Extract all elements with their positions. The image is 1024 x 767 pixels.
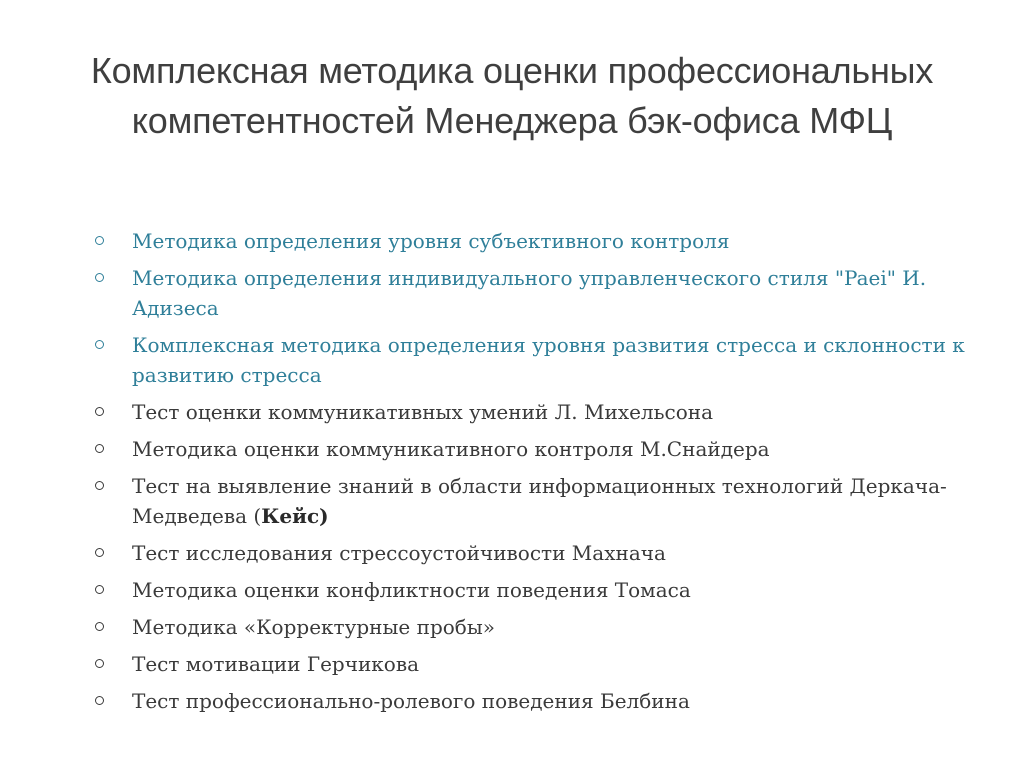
list-item (95, 538, 995, 568)
list-item (95, 612, 995, 642)
list-item-text: Тест оценки коммуникативных умений Л. Михельсона (132, 400, 714, 424)
list-item-text: Методика «Корректурные пробы» (132, 615, 495, 639)
hollow-circle-bullet-icon (95, 340, 104, 349)
list-item-text: Методика оценки коммуникативного контроля М.Снайдера (132, 437, 770, 461)
list-item-text: Тест исследования стрессоустойчивости Махнача (132, 541, 666, 565)
list-item-text-wrapper (132, 471, 995, 531)
list-item (95, 686, 995, 716)
hollow-circle-bullet-icon (95, 659, 104, 668)
list-item (95, 330, 995, 390)
hollow-circle-bullet-icon (95, 585, 104, 594)
case-bold-label: Кейс) (261, 504, 329, 528)
list-item-text: Методика определения индивидуального управленческого стиля "Paei" И. Адизеса (132, 266, 927, 320)
list-item (95, 471, 995, 531)
list-item (95, 226, 995, 256)
list-item (95, 575, 995, 605)
hollow-circle-bullet-icon (95, 622, 104, 631)
list-item-text: Методика оценки конфликтности поведения Томаса (132, 578, 691, 602)
list-item (95, 434, 995, 464)
methods-list (95, 226, 995, 723)
list-item (95, 649, 995, 679)
list-item (95, 263, 995, 323)
hollow-circle-bullet-icon (95, 481, 104, 490)
list-item (95, 397, 995, 427)
list-item-text: Тест профессионально-ролевого поведения Белбина (132, 689, 690, 713)
hollow-circle-bullet-icon (95, 696, 104, 705)
list-item-text: Комплексная методика определения уровня развития стресса и склонности к развитию стресса (132, 333, 965, 387)
hollow-circle-bullet-icon (95, 407, 104, 416)
hollow-circle-bullet-icon (95, 273, 104, 282)
hollow-circle-bullet-icon (95, 548, 104, 557)
list-item-text: Методика определения уровня субъективного контроля (132, 229, 730, 253)
list-item-text: Тест на выявление знаний в области информационных технологий Деркача-Медведева ( (132, 474, 947, 528)
hollow-circle-bullet-icon (95, 236, 104, 245)
hollow-circle-bullet-icon (95, 444, 104, 453)
list-item-text: Тест мотивации Герчикова (132, 652, 420, 676)
slide-title: Комплексная методика оценки профессиональных компетентностей Менеджера бэк-офиса МФЦ (90, 50, 934, 141)
